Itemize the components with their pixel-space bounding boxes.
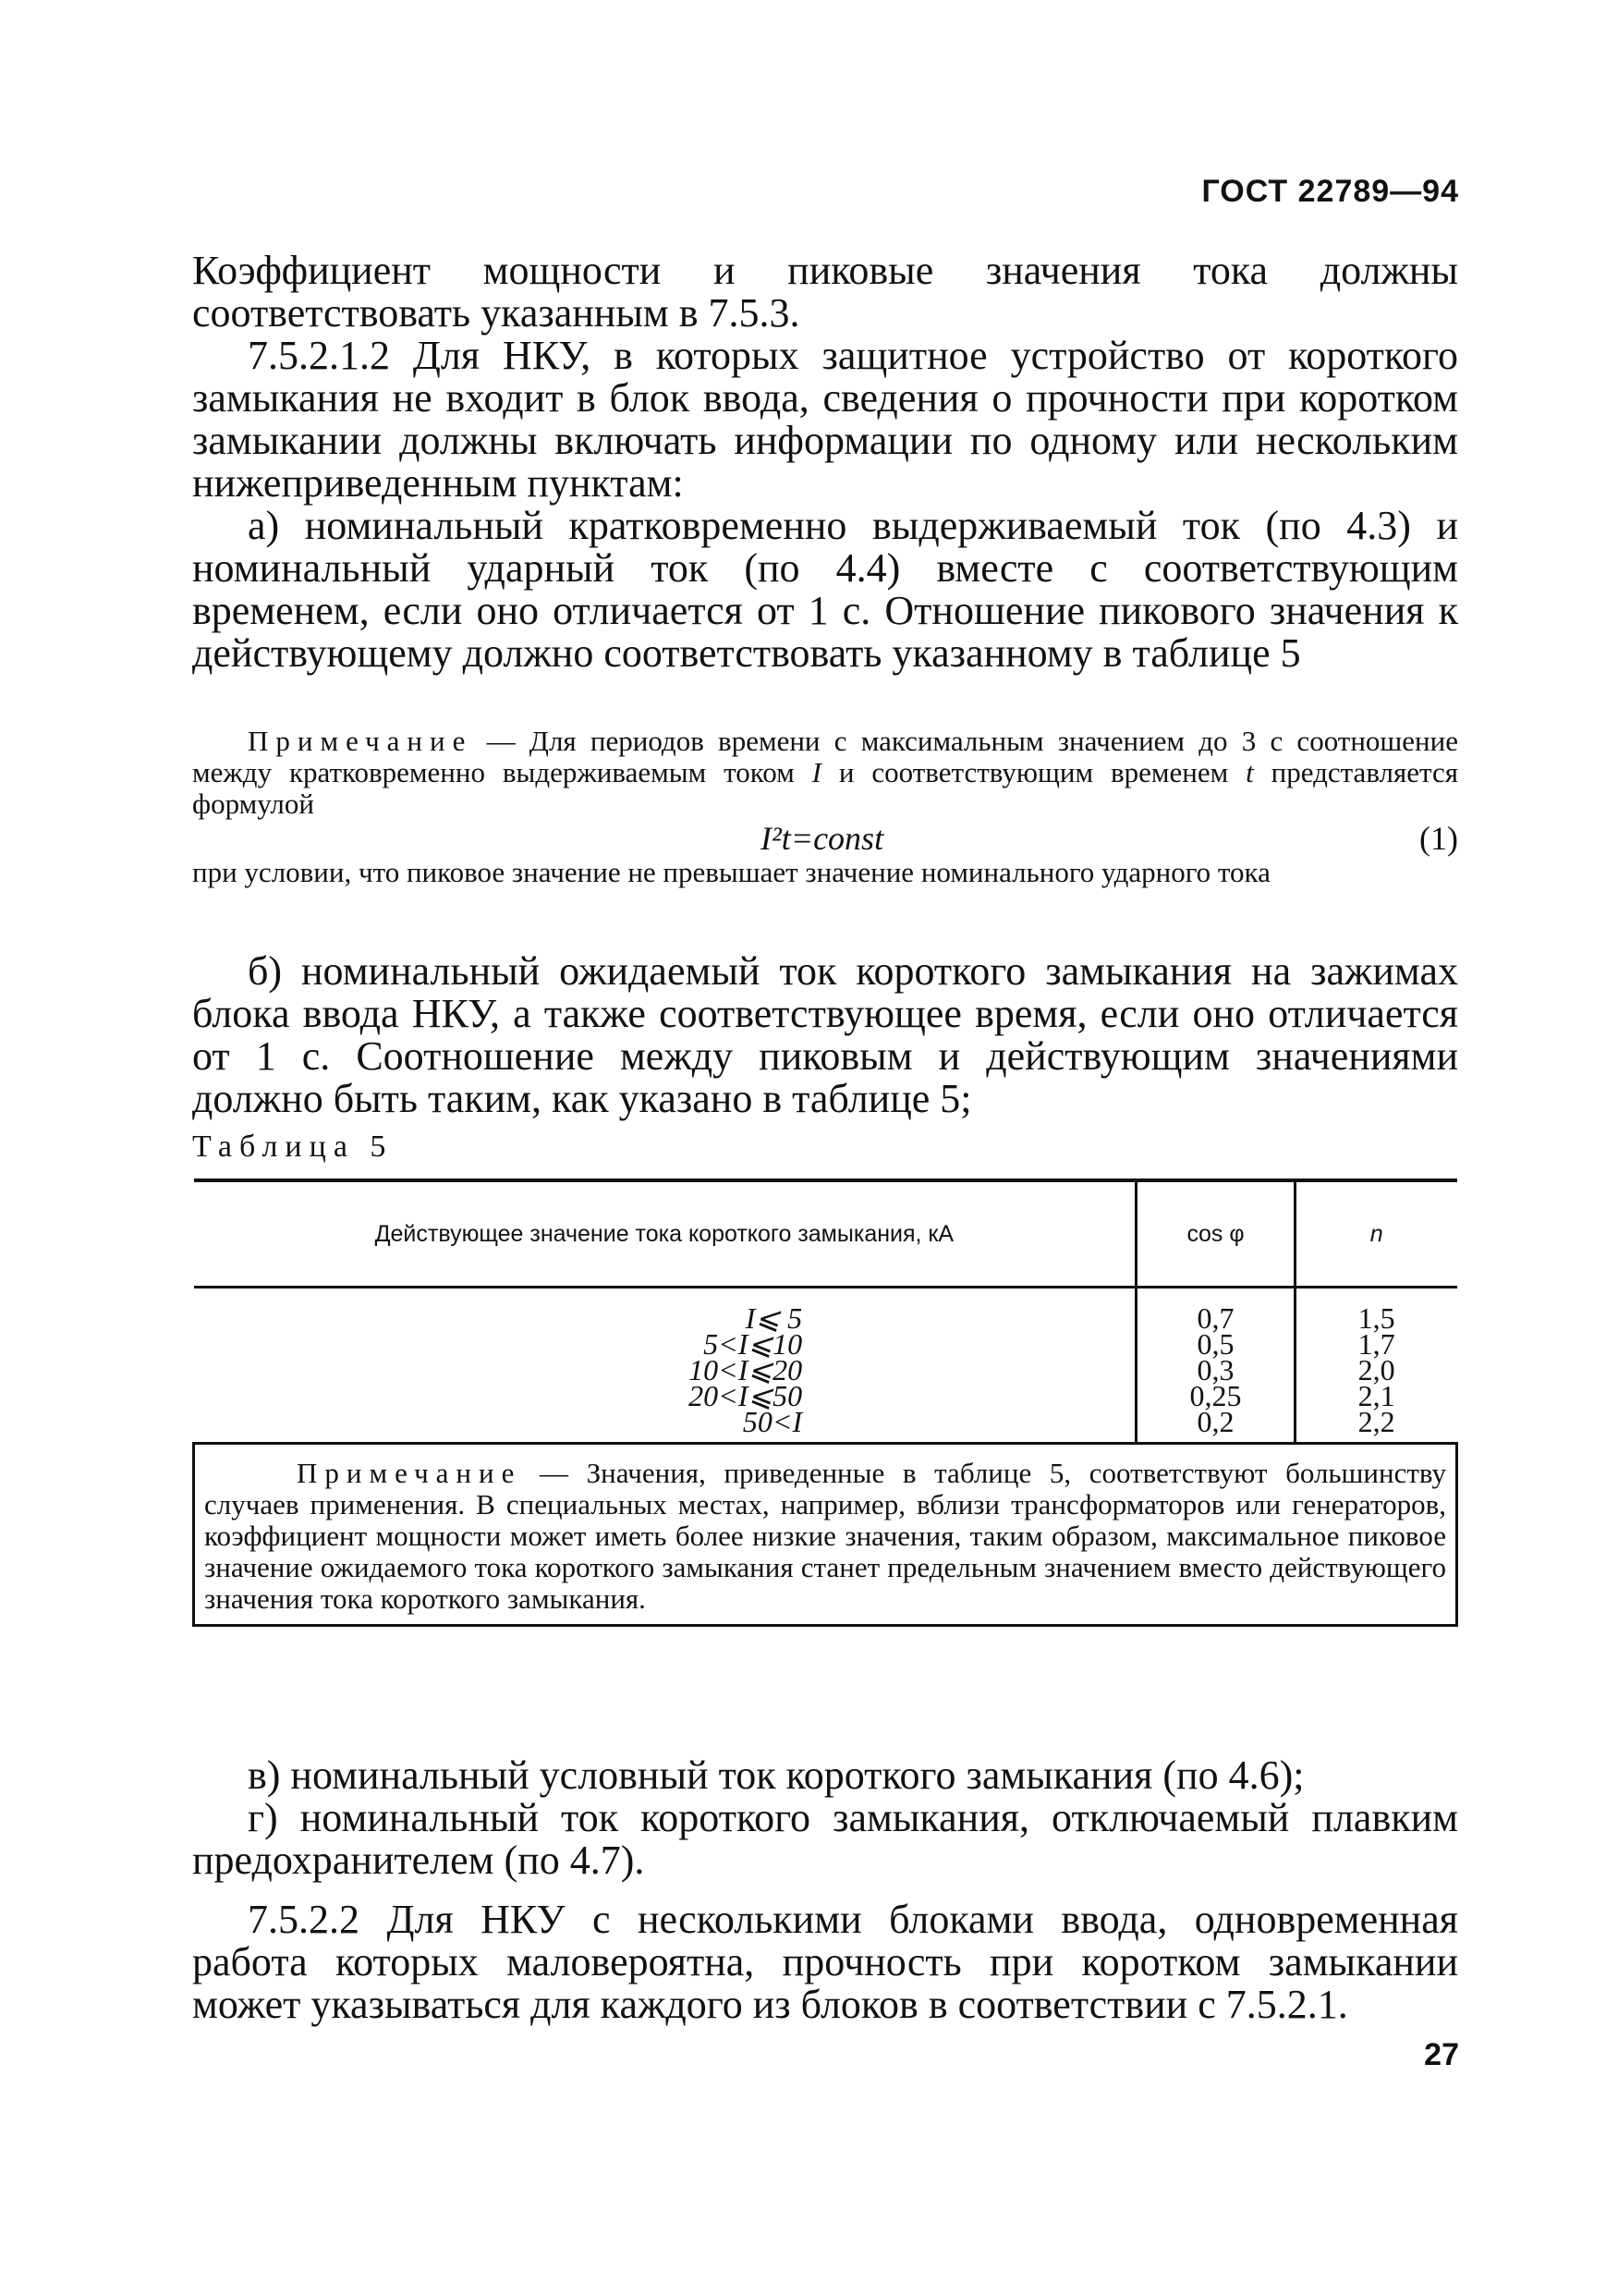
n-cell: 1,7 bbox=[1357, 1327, 1395, 1361]
column-cos-phi bbox=[1137, 1288, 1296, 1444]
main-text-top bbox=[192, 250, 1458, 675]
page-number: 27 bbox=[1424, 2037, 1459, 2072]
cos-cell: 0,25 bbox=[1189, 1379, 1242, 1412]
n-cell: 2,0 bbox=[1357, 1353, 1395, 1386]
table-5 bbox=[192, 1179, 1458, 1627]
note-1-end: при условии, что пиковое значение не превышает значение номинального ударного тока bbox=[192, 856, 1271, 888]
cos-cell: 0,3 bbox=[1197, 1353, 1235, 1386]
list-item-a: а) номинальный кратковременно выдерживаемый ток (по 4.3) и номинальный ударный ток (по 4.4) вместе с соответствующим временем, если оно отличается от 1 с. Отношение пикового значения к действующему должно соответствовать указанному в таблице 5 bbox=[192, 503, 1458, 676]
paragraph-7-5-2-1-2: 7.5.2.1.2 Для НКУ, в которых защитное устройство от короткого замыкания не входит в блок ввода, сведения о прочности при коротком замыкании должны включать информации по одному или нескольким нижеприведенным пунктам: bbox=[192, 333, 1458, 506]
paragraph-power-factor: Коэффициент мощности и пиковые значения тока должны соответствовать указанным в 7.5.3. bbox=[192, 248, 1458, 336]
column-conditions bbox=[194, 1288, 1137, 1444]
note-1-text: Примечание — Для периодов времени с максимальным значением до 3 с соотношение между кратковременно выдерживаемым током I и соответствующим временем t представляется формулой bbox=[192, 725, 1458, 820]
column-n bbox=[1295, 1288, 1456, 1444]
header-n: n bbox=[1295, 1180, 1456, 1288]
table-5-title: Таблица 5 bbox=[192, 1130, 394, 1164]
list-item-b: б) номинальный ожидаемый ток короткого замыкания на зажимах блока ввода НКУ, а также соответствующее время, если оно отличается от 1 с. Соотношение между пиковым и действующим значениями должно быть таким, как указано в таблице 5; bbox=[192, 948, 1458, 1121]
formula-number: (1) bbox=[1419, 820, 1458, 857]
formula-expression: I²t=const bbox=[760, 820, 884, 857]
header-current: Действующее значение тока короткого замыкания, кА bbox=[194, 1180, 1137, 1288]
table-note bbox=[194, 1444, 1457, 1626]
main-text-middle bbox=[192, 950, 1458, 1120]
condition-cell: I⩽ 5 bbox=[745, 1301, 803, 1335]
paragraph-7-5-2-2: 7.5.2.2 Для НКУ с несколькими блоками ввода, одновременная работа которых маловероятна, прочность при коротком замыкании может указываться для каждого из блоков в соответствии с 7.5.2.1. bbox=[192, 1897, 1458, 2027]
list-item-g: г) номинальный ток короткого замыкания, отключаемый плавким предохранителем (по 4.7). bbox=[192, 1795, 1458, 1883]
table-note-text: Примечание — Значения, приведенные в таблице 5, соответствуют большинству случаев применения. В специальных местах, например, вблизи трансформаторов или генераторов, коэффициент мощности может иметь более низкие значения, таким образом, максимальное пиковое значение ожидаемого тока короткого замыкания станет предельным значением вместо действующего значения тока короткого замыкания. bbox=[204, 1457, 1446, 1615]
note-1 bbox=[192, 726, 1458, 888]
cos-cell: 0,7 bbox=[1197, 1301, 1235, 1335]
n-cell: 2,2 bbox=[1357, 1405, 1395, 1438]
table-note-label: Примечание bbox=[297, 1457, 522, 1489]
note-1-label: Примечание bbox=[248, 725, 473, 757]
cos-cell: 0,5 bbox=[1197, 1327, 1235, 1361]
cos-cell: 0,2 bbox=[1197, 1405, 1235, 1438]
list-item-v: в) номинальный условный ток короткого замыкания (по 4.6); bbox=[248, 1753, 1305, 1798]
condition-cell: 10<I⩽20 bbox=[688, 1353, 803, 1386]
condition-cell: 20<I⩽50 bbox=[688, 1379, 803, 1412]
condition-cell: 5<I⩽10 bbox=[703, 1327, 803, 1361]
n-cell: 1,5 bbox=[1357, 1301, 1395, 1335]
table-header-row bbox=[194, 1180, 1457, 1288]
table-note-row bbox=[194, 1444, 1457, 1626]
table-rows bbox=[194, 1288, 1457, 1444]
n-cell: 2,1 bbox=[1357, 1379, 1395, 1412]
header-cos-phi: cos φ bbox=[1137, 1180, 1296, 1288]
document-header: ГОСТ 22789—94 bbox=[1201, 174, 1459, 209]
formula-1 bbox=[192, 820, 1458, 857]
main-text-bottom bbox=[192, 1754, 1458, 2026]
condition-cell: 50<I bbox=[742, 1405, 803, 1438]
